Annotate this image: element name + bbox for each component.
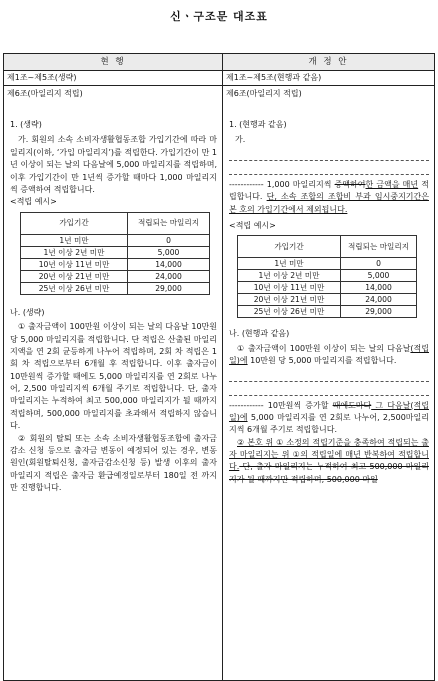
table-cell: 10년 이상 11년 미만: [238, 282, 341, 294]
inserted-text: 한 금액을 매년: [365, 179, 419, 189]
proposed-ga-text-a: ------------ 1,000 마일리지씩: [229, 179, 335, 189]
inserted-text: (적립일)에: [229, 343, 429, 366]
omitted-text-line: [229, 382, 429, 396]
table-cell: 1년 이상 2년 미만: [238, 270, 341, 282]
inserted-text: 단, 소속 조합의 조합비 부과 임시중지기간은 본 호의 가입기간에서 제외됩니다.: [229, 192, 429, 214]
current-item-1: 1. (생략): [10, 120, 42, 129]
table-cell: 29,000: [341, 306, 417, 318]
proposed-na-1-c: ------------ 10만원씩 증가할: [229, 400, 333, 410]
table-cell: 25년 이상 26년 미만: [238, 306, 341, 318]
proposed-ga-text-c: 적립합니다.: [229, 179, 429, 202]
table-cell: 5,000: [128, 246, 210, 258]
proposed-na-2: [229, 437, 429, 487]
inserted-text: (적립일)에: [229, 400, 429, 422]
table-cell: 5,000: [341, 270, 417, 282]
inserted-text: ② 본호 위 ① 소정의 적립기준을 충족하여 적립되는 출자 마일리지는 위 ①의 적립일에 매년 반복하여 적립합니다.: [229, 437, 429, 472]
proposed-na-1-cont: [229, 400, 429, 437]
proposed-item-1: 1. (현행과 같음): [229, 120, 287, 129]
proposed-column: [223, 54, 434, 680]
table-cell: 1년 미만: [238, 258, 341, 270]
proposed-item-ga: 가.: [235, 135, 246, 145]
table-header-period: 가입기간: [238, 236, 341, 258]
current-column: [4, 54, 223, 680]
current-rate-table: [20, 212, 210, 295]
table-header-mileage: 적립되는 마일리지: [341, 236, 417, 258]
proposed-na-1-g: 5,000 마일리지를 연 2회로 나누어, 2,500마일리지씩 6개월 주기로 적립합니다.: [229, 412, 429, 435]
page-title: 신ㆍ구조문 대조표: [170, 10, 268, 23]
current-item-na: 나. (생략): [10, 307, 45, 317]
current-header: 현 행: [4, 54, 222, 71]
current-articles-1-5: 제1조~제5조(생략): [4, 71, 222, 86]
proposed-na-1: [229, 343, 429, 368]
proposed-article-6-title: 제6조(마일리지 적립): [226, 89, 302, 98]
proposed-na-1-a: ① 출자금액이 100만원 이상이 되는 날의 다음날: [237, 343, 411, 353]
table-cell: 0: [341, 258, 417, 270]
proposed-header: 개 정 안: [223, 54, 434, 71]
table-cell: 20년 이상 21년 미만: [238, 294, 341, 306]
table-cell: 25년 이상 26년 미만: [21, 282, 128, 294]
table-cell: 1년 이상 2년 미만: [21, 246, 128, 258]
proposed-rate-table: [237, 235, 417, 318]
deleted-text: 단, 출자 마일리지는 누적하여 최고 500,000 마일리지가 될 때까지만 적립하며, 500,000 마일: [229, 462, 429, 484]
proposed-articles-1-5: 제1조~제5조(현행과 같음): [223, 71, 434, 86]
table-cell: 1년 미만: [21, 234, 128, 246]
proposed-na-1-b: 10만원 당 5,000 마일리지를 적립합니다.: [247, 356, 397, 366]
proposed-item-na: 나. (현행과 같음): [229, 329, 290, 339]
current-example-label: <적립 예시>: [10, 197, 57, 207]
table-header-period: 가입기간: [21, 212, 128, 234]
table-cell: 0: [128, 234, 210, 246]
table-header-mileage: 적립되는 마일리지: [128, 212, 210, 234]
omitted-text-line: [229, 161, 429, 175]
proposed-example-label: <적립 예시>: [229, 220, 276, 230]
current-item-ga: 가. 회원의 소속 소비자생활협동조합 가입기간에 따라 마일리지(이하, ‘가입 마일리지’)를 적립한다. 가입기간이 만 1년 이상이 되는 날의 다음날에 5,000 마일리지를 적립하며, 이후 가입기간이 만 1년씩 증가할 때마다 1,000 마일리지씩 증액하여 적립합니다.: [10, 135, 217, 194]
current-article-6-title: 제6조(마일리지 적립): [7, 89, 83, 98]
omitted-text-line: [229, 368, 429, 382]
table-cell: 14,000: [341, 282, 417, 294]
current-na-2: ② 회원의 탈퇴 또는 소속 소비자생활협동조합에 출자금 감소 신청 등으로 출자금 변동이 예정되어 있는 경우, 변동원인(회원탈퇴신청, 출자금감소신청 등) 발생 이후의 출자 마일리지 적립은 출자금 환급예정일로부터 180일 전 까지만 진행합니다.: [10, 433, 217, 493]
omitted-text-line: [229, 147, 429, 161]
deleted-text: 증액하여: [334, 179, 366, 189]
table-cell: 24,000: [128, 270, 210, 282]
proposed-ga-text: [229, 179, 429, 216]
table-cell: 10년 이상 11년 미만: [21, 258, 128, 270]
table-cell: 20년 이상 21년 미만: [21, 270, 128, 282]
deleted-text: 때에도마다: [332, 400, 372, 410]
table-cell: 14,000: [128, 258, 210, 270]
current-na-1: ① 출자금액이 100만원 이상이 되는 날의 다음날 10만원 당 5,000 마일리지를 적립합니다. 단 적립은 산출된 마일리지액을 연 2회 균등하게 나누어 적립하며, 2회 차 적립은 1회 차 적립으로부터 6개월 후 적립합니다. 이후 출자금이 10만원씩 증가할 때에도 5,000 마일리지를 연 2회로 나누어, 2,500 마일리지씩 6개월 주기로 적립합니다. 단, 출자 마일리지는 누적하여 최고 500,000 마일리지가 될 때까지 적립하며, 500,000 마일리지를 초과해서 적립하지 않습니다.: [10, 322, 217, 431]
table-cell: 29,000: [128, 282, 210, 294]
comparison-table: [3, 53, 435, 681]
inserted-text: 그 다음날: [371, 400, 411, 410]
table-cell: 24,000: [341, 294, 417, 306]
